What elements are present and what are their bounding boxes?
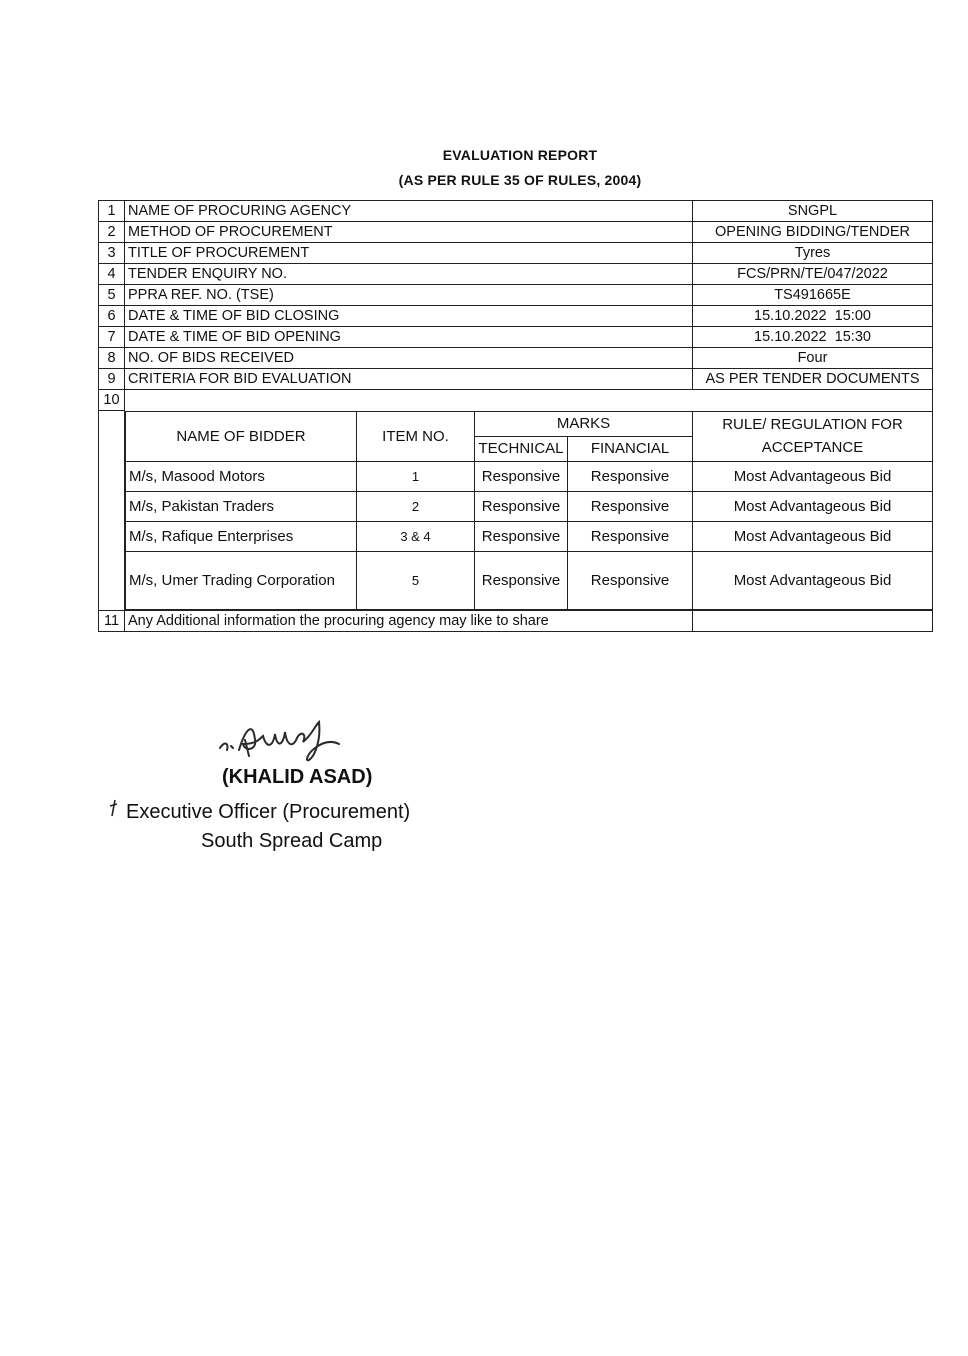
row-value: Tyres [693, 243, 933, 264]
row-value [693, 610, 933, 631]
bidder-rule: Most Advantageous Bid [693, 521, 933, 551]
row-number: 9 [99, 369, 125, 390]
row-label: DATE & TIME OF BID OPENING [125, 327, 693, 348]
table-row [99, 306, 933, 327]
report-title: EVALUATION REPORT [442, 147, 598, 163]
signatory-title [108, 798, 410, 824]
row-label: NO. OF BIDS RECEIVED [125, 348, 693, 369]
row-number: 7 [99, 327, 125, 348]
row-number: 10 [99, 390, 125, 411]
row-number: 3 [99, 243, 125, 264]
header-financial: FINANCIAL [568, 436, 693, 461]
bidder-item: 1 [357, 461, 475, 491]
header-rule: RULE/ REGULATION FOR ACCEPTANCE [693, 411, 933, 461]
row-label: CRITERIA FOR BID EVALUATION [125, 369, 693, 390]
evaluation-table-body [99, 201, 933, 632]
bidder-rule: Most Advantageous Bid [693, 491, 933, 521]
bidders-table [125, 411, 933, 610]
header-technical: TECHNICAL [475, 436, 568, 461]
bidder-technical: Responsive [475, 461, 568, 491]
bidder-item: 5 [357, 551, 475, 609]
header-marks: MARKS [475, 411, 693, 436]
signatory-place: South Spread Camp [201, 830, 383, 852]
row-number: 1 [99, 201, 125, 222]
bidder-technical: Responsive [475, 491, 568, 521]
row-label: PPRA REF. NO. (TSE) [125, 285, 693, 306]
row-number: 6 [99, 306, 125, 327]
row-label: TENDER ENQUIRY NO. [125, 264, 693, 285]
bidder-financial: Responsive [568, 461, 693, 491]
table-row [99, 243, 933, 264]
row-number: 5 [99, 285, 125, 306]
evaluation-table [98, 200, 933, 632]
table-row [99, 264, 933, 285]
row-number: 11 [99, 610, 125, 631]
report-subtitle: (AS PER RULE 35 OF RULES, 2004) [398, 172, 642, 188]
row-value: OPENING BIDDING/TENDER [693, 222, 933, 243]
bidder-financial: Responsive [568, 491, 693, 521]
row-value: AS PER TENDER DOCUMENTS [693, 369, 933, 390]
row-label: DATE & TIME OF BID CLOSING [125, 306, 693, 327]
row-label: NAME OF PROCURING AGENCY [125, 201, 693, 222]
table-row [99, 222, 933, 243]
bidder-row [126, 521, 933, 551]
row-number: 8 [99, 348, 125, 369]
bidder-name: M/s, Masood Motors [126, 461, 357, 491]
bidder-technical: Responsive [475, 551, 568, 609]
bidder-row [126, 491, 933, 521]
row-value: FCS/PRN/TE/047/2022 [693, 264, 933, 285]
bidder-name: M/s, Rafique Enterprises [126, 521, 357, 551]
bidder-rule: Most Advantageous Bid [693, 461, 933, 491]
table-row [99, 369, 933, 390]
table-row [99, 390, 933, 411]
row-value: 15.10.2022 15:30 [693, 327, 933, 348]
bidders-row [99, 411, 933, 611]
bidder-name: M/s, Umer Trading Corporation [126, 551, 357, 609]
row-number: 2 [99, 222, 125, 243]
row-label: METHOD OF PROCUREMENT [125, 222, 693, 243]
bidder-financial: Responsive [568, 521, 693, 551]
tick-mark-icon [108, 798, 126, 824]
bidder-item: 3 & 4 [357, 521, 475, 551]
table-row [99, 327, 933, 348]
bidder-row [126, 551, 933, 609]
row-number: 4 [99, 264, 125, 285]
table-row [99, 201, 933, 222]
bidder-item: 2 [357, 491, 475, 521]
handwritten-signature [215, 710, 375, 770]
table-row [99, 348, 933, 369]
row-value: TS491665E [693, 285, 933, 306]
row-label: Any Additional information the procuring agency may like to share [125, 610, 693, 631]
row-value: 15.10.2022 15:00 [693, 306, 933, 327]
table-row [99, 610, 933, 631]
bidder-technical: Responsive [475, 521, 568, 551]
signatory-title-text: Executive Officer (Procurement) [126, 801, 411, 823]
row-value: SNGPL [693, 201, 933, 222]
bidder-row [126, 461, 933, 491]
header-bidder-name: NAME OF BIDDER [126, 411, 357, 461]
row-value: Four [693, 348, 933, 369]
bidder-rule: Most Advantageous Bid [693, 551, 933, 609]
bidder-name: M/s, Pakistan Traders [126, 491, 357, 521]
table-row [99, 285, 933, 306]
bidder-financial: Responsive [568, 551, 693, 609]
row-label: TITLE OF PROCUREMENT [125, 243, 693, 264]
header-item-no: ITEM NO. [357, 411, 475, 461]
signatory-name: (KHALID ASAD) [222, 766, 373, 788]
